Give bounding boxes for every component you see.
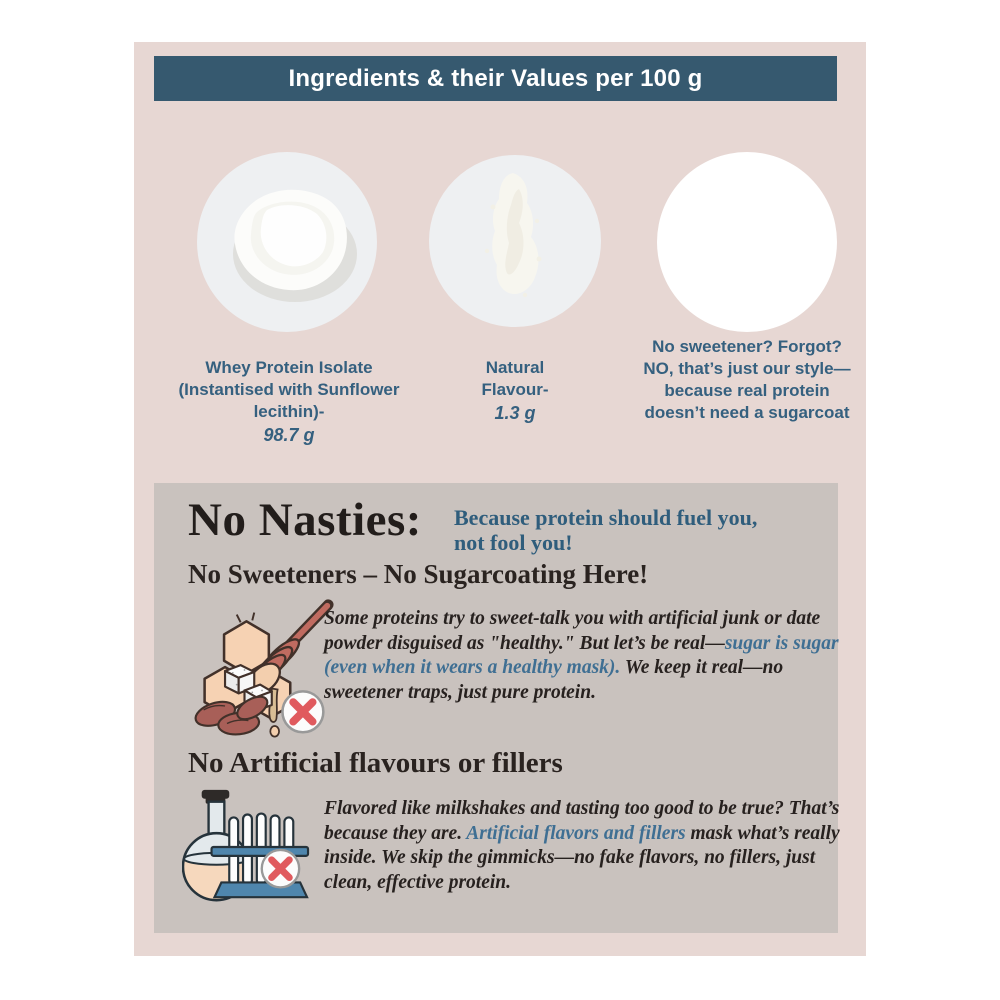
no-sweeteners-honey-dates-icon [190, 597, 336, 748]
no-nasties-tagline: Because protein should fuel you, not fool you! [454, 505, 758, 555]
section-heading-no-artificial: No Artificial flavours or fillers [188, 747, 563, 779]
page-title: Ingredients & their Values per 100 g [288, 64, 703, 92]
no-nasties-panel [154, 483, 838, 933]
no-sweetener-empty-circle [657, 152, 837, 332]
no-artificial-paragraph: Flavored like milkshakes and tasting too good to be true? That’s because they are. Artificial flavors and fillers mask what’s really inside. We skip the gimmicks—no fake flavors, no fillers, just clean, effective protein. [324, 798, 840, 893]
header-banner [154, 56, 837, 101]
ingredient-image-whey [197, 152, 377, 332]
ingredient-value: 98.7 g [263, 425, 315, 445]
ingredient-value: 1.3 g [494, 403, 536, 423]
infographic-panel [134, 42, 866, 956]
no-nasties-heading: No Nasties: [188, 494, 422, 546]
no-sweeteners-paragraph: Some proteins try to sweet-talk you with artificial junk or date powder disguised as "healthy." But let’s be real—sugar is sugar (even when it wears a healthy mask). We keep it real—no sweetener traps, just pure protein. [324, 608, 839, 703]
flavour-powder-streak-icon [429, 155, 601, 327]
no-artificial-flavours-flask-icon [182, 787, 310, 912]
ingredient-image-flavour [429, 155, 601, 327]
section-heading-no-sweeteners: No Sweeteners – No Sugarcoating Here! [188, 559, 649, 589]
ingredient-label-whey [144, 357, 434, 446]
note-text: No sweetener? Forgot? NO, that’s just our style— because real protein doesn’t need a sugarcoat [643, 337, 851, 422]
no-sweetener-note [612, 336, 882, 424]
ingredient-name: Natural Flavour- [481, 358, 549, 399]
ingredient-label-flavour [430, 357, 600, 424]
whey-powder-pile-icon [197, 152, 377, 332]
ingredient-name: Whey Protein Isolate (Instantised with Sunflower lecithin)- [178, 358, 400, 421]
